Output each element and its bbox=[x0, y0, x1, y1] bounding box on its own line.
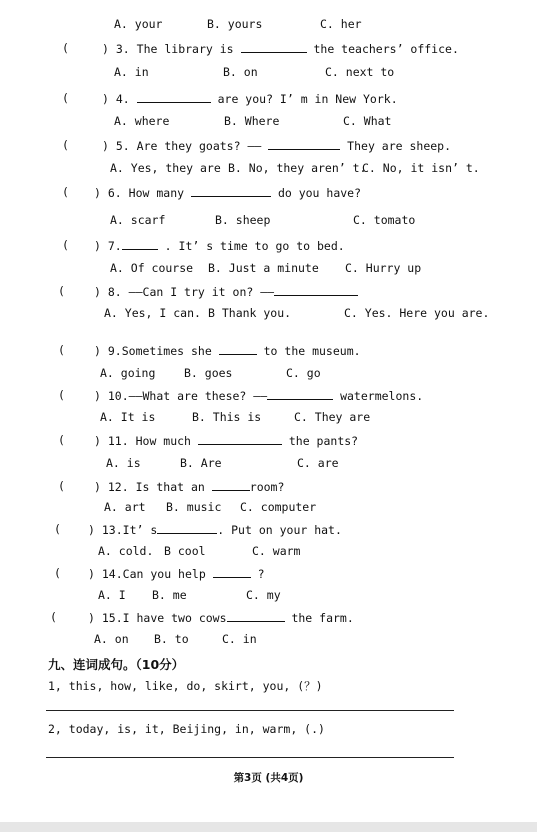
question-text: It’ s bbox=[122, 523, 158, 537]
option-c: C. They are bbox=[294, 410, 371, 424]
question-number: 13. bbox=[101, 523, 123, 537]
answer-paren[interactable]: ( bbox=[54, 566, 61, 580]
option-c: C. Yes. Here you are. bbox=[344, 306, 490, 320]
closing-paren: ) bbox=[94, 285, 101, 299]
option-c: C. in bbox=[222, 632, 257, 646]
question-text: Sometimes she bbox=[121, 344, 212, 358]
answer-paren[interactable]: ( bbox=[54, 522, 61, 536]
answer-paren[interactable]: ( bbox=[58, 479, 65, 493]
option-b: B. sheep bbox=[215, 213, 271, 227]
answer-blank[interactable] bbox=[157, 522, 217, 534]
answer-paren[interactable]: ( bbox=[62, 238, 69, 252]
option-a: A. cold. bbox=[98, 544, 154, 558]
option-b: B. me bbox=[152, 588, 187, 602]
option-a: A. Of course bbox=[110, 261, 194, 275]
answer-blank[interactable] bbox=[212, 479, 250, 491]
option-c: C. tomato bbox=[353, 213, 416, 227]
question-number: 7. bbox=[107, 239, 122, 253]
question-text: They are sheep. bbox=[347, 139, 452, 153]
option-a: A. Yes, I can. bbox=[104, 306, 201, 320]
question-text: are you? I’ m in New York. bbox=[217, 92, 398, 106]
option-c: C. computer bbox=[240, 500, 317, 514]
answer-blank[interactable] bbox=[268, 138, 340, 150]
option-c: C. No, it isn’ t. bbox=[362, 161, 480, 175]
answer-paren[interactable]: ( bbox=[62, 41, 69, 55]
question-number: 5. bbox=[115, 139, 130, 153]
section-heading: 九、连词成句。（10分） bbox=[48, 657, 185, 672]
question-text: . Put on your hat. bbox=[217, 523, 342, 537]
question-text: Can you help bbox=[122, 567, 206, 581]
question-text: Are they goats? —— bbox=[136, 139, 262, 153]
question-number: 8. bbox=[107, 285, 122, 299]
option-a: A. is bbox=[106, 456, 141, 470]
question-number: 12. bbox=[107, 480, 129, 494]
closing-paren: ) bbox=[94, 239, 101, 253]
closing-paren: ) bbox=[102, 42, 109, 56]
option-a: A. in bbox=[114, 65, 149, 79]
option-a: A. on bbox=[94, 632, 129, 646]
option-a: A. scarf bbox=[110, 213, 166, 227]
answer-blank[interactable] bbox=[241, 41, 307, 53]
closing-paren: ) bbox=[94, 434, 101, 448]
answer-blank[interactable] bbox=[137, 91, 211, 103]
answer-paren[interactable]: ( bbox=[62, 91, 69, 105]
question-text: do you have? bbox=[277, 186, 362, 200]
option-b: B. music bbox=[166, 500, 222, 514]
option-c: C. my bbox=[246, 588, 281, 602]
closing-paren: ) bbox=[88, 567, 95, 581]
option-c: C. her bbox=[320, 17, 362, 31]
page-footer: 第3页 (共4页) bbox=[233, 772, 304, 784]
question-number: 11. bbox=[107, 434, 129, 448]
answer-blank[interactable] bbox=[267, 388, 333, 400]
closing-paren: ) bbox=[102, 139, 109, 153]
question-text: How much bbox=[135, 434, 191, 448]
closing-paren: ) bbox=[102, 92, 109, 106]
question-number: 6. bbox=[107, 186, 122, 200]
question-text: How many bbox=[128, 186, 185, 200]
answer-blank[interactable] bbox=[219, 343, 257, 355]
option-b: B. on bbox=[223, 65, 258, 79]
answer-line-2[interactable] bbox=[46, 757, 454, 758]
sentence-prompt-2: 2, today, is, it, Beijing, in, warm, (.) bbox=[48, 722, 325, 736]
question-number: 15. bbox=[101, 611, 123, 625]
option-c: C. go bbox=[286, 366, 321, 380]
option-b: B. No, they aren’ t. bbox=[228, 161, 367, 175]
answer-paren[interactable]: ( bbox=[58, 388, 65, 402]
answer-paren[interactable]: ( bbox=[58, 343, 65, 357]
answer-paren[interactable]: ( bbox=[58, 433, 65, 447]
answer-paren[interactable]: ( bbox=[50, 610, 57, 624]
answer-line-1[interactable] bbox=[46, 710, 454, 711]
closing-paren: ) bbox=[88, 523, 95, 537]
answer-blank[interactable] bbox=[227, 610, 285, 622]
question-text: the farm. bbox=[291, 611, 354, 625]
option-a: A. your bbox=[114, 17, 163, 31]
closing-paren: ) bbox=[94, 186, 101, 200]
option-a: A. It is bbox=[100, 410, 156, 424]
question-number: 14. bbox=[101, 567, 123, 581]
question-text: watermelons. bbox=[340, 389, 424, 403]
answer-blank[interactable] bbox=[213, 566, 251, 578]
answer-blank[interactable] bbox=[122, 238, 158, 250]
option-c: C. are bbox=[297, 456, 339, 470]
bottom-margin bbox=[0, 822, 537, 832]
question-text: the pants? bbox=[288, 434, 359, 448]
closing-paren: ) bbox=[88, 611, 95, 625]
option-c: C. What bbox=[343, 114, 392, 128]
question-text: to the museum. bbox=[263, 344, 361, 358]
answer-blank[interactable] bbox=[198, 433, 282, 445]
option-b: B. Where bbox=[224, 114, 280, 128]
sentence-prompt-1: 1, this, how, like, do, skirt, you, (？) bbox=[48, 679, 323, 693]
question-text: Is that an bbox=[135, 480, 205, 494]
question-number: 3. bbox=[115, 42, 130, 56]
option-a: A. I bbox=[98, 588, 126, 602]
option-b: B. Are bbox=[180, 456, 222, 470]
question-text: ——Can I try it on? —— bbox=[128, 285, 275, 299]
closing-paren: ) bbox=[94, 480, 101, 494]
question-text: I have two cows bbox=[122, 611, 227, 625]
question-text: the teachers’ office. bbox=[313, 42, 459, 56]
question-number: 4. bbox=[115, 92, 130, 106]
option-c: C. warm bbox=[252, 544, 301, 558]
closing-paren: ) bbox=[94, 389, 101, 403]
answer-blank[interactable] bbox=[191, 185, 271, 197]
option-a: A. art bbox=[104, 500, 146, 514]
question-number: 10. bbox=[107, 389, 129, 403]
closing-paren: ) bbox=[94, 344, 101, 358]
option-a: A. where bbox=[114, 114, 170, 128]
option-b: B. goes bbox=[184, 366, 233, 380]
option-b: B. yours bbox=[207, 17, 263, 31]
question-text: room? bbox=[249, 480, 285, 494]
question-number: 9. bbox=[107, 344, 122, 358]
option-c: C. Hurry up bbox=[345, 261, 422, 275]
option-a: A. going bbox=[100, 366, 156, 380]
question-text: The library is bbox=[136, 42, 234, 56]
answer-paren[interactable]: ( bbox=[58, 284, 65, 298]
option-b: B. to bbox=[154, 632, 189, 646]
answer-paren[interactable]: ( bbox=[62, 185, 69, 199]
answer-blank[interactable] bbox=[274, 284, 358, 296]
question-text: . It’ s time to go to bed. bbox=[164, 239, 345, 253]
option-b: B. Just a minute bbox=[208, 261, 319, 275]
question-text: ? bbox=[257, 567, 265, 581]
question-text: ——What are these? —— bbox=[128, 389, 268, 403]
option-b: B cool bbox=[164, 544, 206, 558]
option-c: C. next to bbox=[325, 65, 395, 79]
answer-paren[interactable]: ( bbox=[62, 138, 69, 152]
option-a: A. Yes, they are bbox=[110, 161, 221, 175]
option-b: B Thank you. bbox=[208, 306, 292, 320]
option-b: B. This is bbox=[192, 410, 262, 424]
